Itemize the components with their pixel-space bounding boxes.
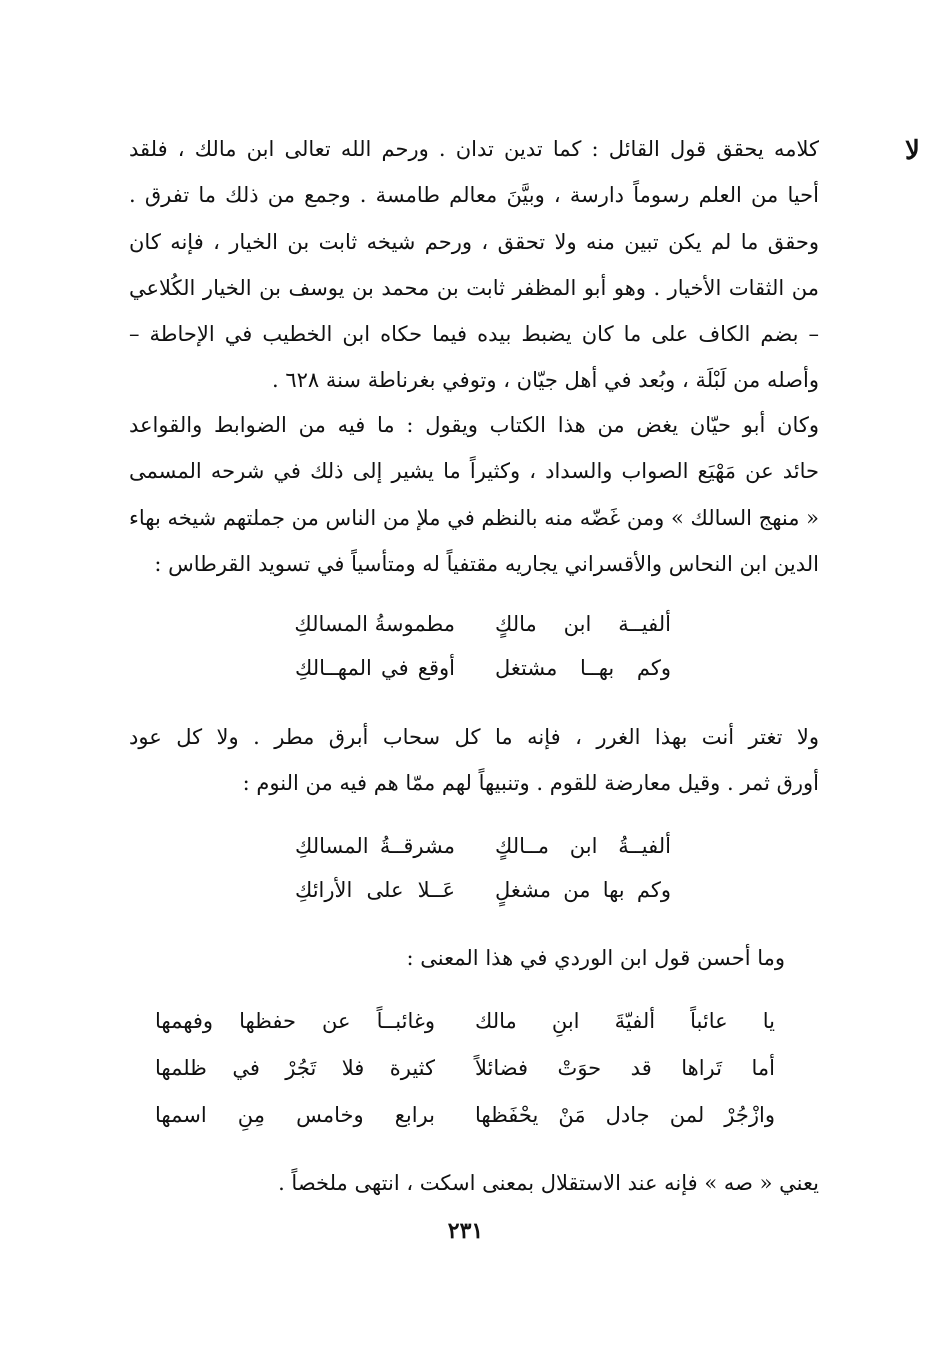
text-line: من الثقات الأخيار . وهو أبو المظفر ثابت بن محمد بن يوسف بن الخيار الكُلاعي xyxy=(129,275,819,300)
verse-line xyxy=(155,1092,775,1139)
verse-block-1 xyxy=(295,602,671,690)
first-hemistich: وازْجُرْ لمن جادل مَنْ يحْفَظها xyxy=(475,1103,775,1127)
verse-line xyxy=(295,824,671,868)
first-hemistich: ألفيــة ابن مالكٍ xyxy=(495,612,671,636)
text-line: وحقق ما لم يكن تبين منه ولا تحقق ، ورحم شيخه ثابت بن الخيار ، فإنه كان xyxy=(129,229,819,254)
verse-line xyxy=(155,998,775,1045)
paragraph-abu-hayyan xyxy=(129,402,819,587)
margin-mark: لا xyxy=(905,136,920,166)
verse-line xyxy=(295,602,671,646)
verse-line xyxy=(155,1045,775,1092)
first-hemistich: وكم بها من مشغلٍ xyxy=(495,878,671,902)
second-hemistich: برابع وخامس مِنِ اسمها xyxy=(155,1103,435,1127)
second-hemistich: عَــلا على الأرائكِ xyxy=(295,878,455,902)
paragraph-biography xyxy=(129,126,819,404)
text-line: وأصله من لَبْلَة ، وبُعد في أهل جيّان ، وتوفي بغرناطة سنة ٦٢٨ . xyxy=(271,368,819,393)
text-line: ولا تغتر أنت بهذا الغرر ، فإنه ما كل سحاب أبرق مطر . ولا كل عود xyxy=(129,725,819,749)
first-hemistich: ألفيــةُ ابن مــالكٍ xyxy=(495,834,671,858)
text-line: الدين ابن النحاس والأقسراني يجاريه مقتفياً له ومتأسياً في تسويد القرطاس : xyxy=(154,551,819,576)
first-hemistich: أما تَراها قد حوَتْ فضائلاً xyxy=(475,1056,775,1080)
verse-block-3 xyxy=(155,998,775,1139)
second-hemistich: مطموسةُ المسالكِ xyxy=(294,612,455,636)
text-line: كلامه يحقق قول القائل : كما تدين تدان . ورحم الله تعالى ابن مالك ، فلقد xyxy=(129,137,819,161)
text-line: – بضم الكاف على ما كان يضبط بيده فيما حكاه ابن الخطيب في الإحاطة – xyxy=(129,322,819,347)
second-hemistich: أوقع في المهــالكِ xyxy=(295,656,455,680)
text-line: يعني « صه » فإنه عند الاستقلال بمعنى اسكت ، انتهى ملخصاً . xyxy=(278,1171,819,1195)
page-number: ٢٣١ xyxy=(447,1218,484,1244)
first-hemistich: يا عائباً ألفيّةَ ابنِ مالك xyxy=(475,1009,775,1033)
first-hemistich: وكم بهــا مشتغل xyxy=(495,656,671,680)
paragraph-ibn-al-wardi-intro xyxy=(407,935,785,981)
text-line: وكان أبو حيّان يغض من هذا الكتاب ويقول : ما فيه من الضوابط والقواعد xyxy=(129,413,819,437)
second-hemistich: وغائبــاً عن حفظها وفهمها xyxy=(155,1009,435,1033)
verse-line xyxy=(295,868,671,912)
text-line: حائد عن مَهْيَع الصواب والسداد ، وكثيراً ما يشير إلى ذلك في شرحه المسمى xyxy=(129,459,819,484)
text-line: « منهج السالك » ومن غَضّه منه بالنظم في ملإ من الناس من جملتهم شيخه بهاء xyxy=(129,505,819,530)
second-hemistich: مشرقــةُ المسالكِ xyxy=(295,834,455,858)
text-line: أورق ثمر . وقيل معارضة للقوم . وتنبيهاً لهم ممّا هم فيه من النوم : xyxy=(242,771,819,796)
paragraph-closing xyxy=(129,1160,819,1206)
paragraph-response xyxy=(129,714,819,807)
verse-block-2 xyxy=(295,824,671,912)
second-hemistich: كثيرة فلا تَجُرْ في ظلمها xyxy=(155,1056,435,1080)
text-line: أحيا من العلم رسوماً دارسة ، وبيَّنَ معالم طامسة . وجمع من ذلك ما تفرق . xyxy=(129,183,819,208)
verse-line xyxy=(295,646,671,690)
text-line: وما أحسن قول ابن الوردي في هذا المعنى : xyxy=(406,946,785,970)
